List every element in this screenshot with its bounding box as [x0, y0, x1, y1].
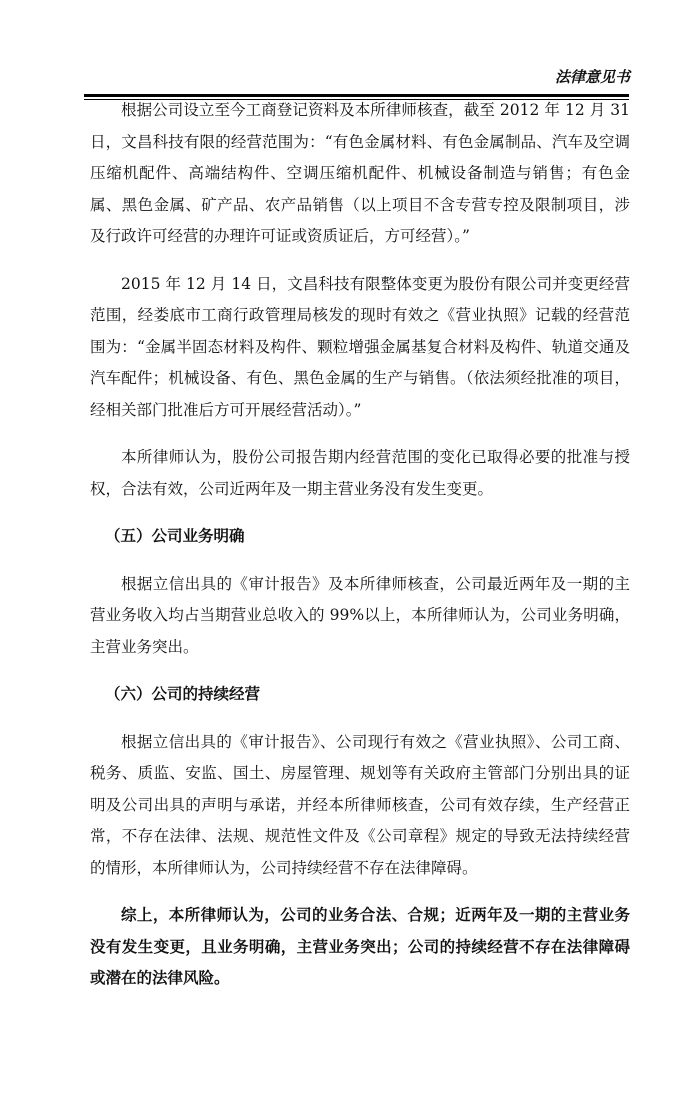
paragraph-conclusion: 综上，本所律师认为，公司的业务合法、合规；近两年及一期的主营业务没有发生变更，且业务明确，主营业务突出；公司的持续经营不存在法律障碍或潜在的法律风险。 [90, 906, 630, 987]
paragraph-scope-change-opinion: 本所律师认为，股份公司报告期内经营范围的变化已取得必要的批准与授权，合法有效，公司近两年及一期主营业务没有发生变更。 [90, 448, 630, 498]
paragraph-business-scope-2012: 根据公司设立至今工商登记资料及本所律师核查，截至 2012 年 12 月 31 日，文昌科技有限的经营范围为：“有色金属材料、有色金属制品、汽车及空调压缩机配件、高端结构件、空调压缩机配件、机械设备制造与销售；有色金属、黑色金属、矿产品、农产品销售（以上项目不含专营专控及限制项目，涉及行政许可经营的办理许可证或资质证后，方可经营）。” [90, 101, 630, 245]
paragraph-business-clarity: 根据立信出具的《审计报告》及本所律师核查，公司最近两年及一期的主营业务收入均占当期营业总收入的 99%以上，本所律师认为，公司业务明确，主营业务突出。 [90, 574, 630, 656]
paragraph-business-scope-2015: 2015 年 12 月 14 日，文昌科技有限整体变更为股份有限公司并变更经营范围，经娄底市工商行政管理局核发的现时有效之《营业执照》记载的经营范围为：“金属半固态材料及构件、颗粒增强金属基复合材料及构件、轨道交通及汽车配件；机械设备、有色、黑色金属的生产与销售。（依法须经批准的项目，经相关部门批准后方可开展经营活动）。” [90, 274, 630, 419]
section-heading-going-concern: （六）公司的持续经营 [105, 685, 261, 703]
document-body [90, 95, 630, 1011]
section-heading-business-clarity: （五）公司业务明确 [105, 527, 245, 545]
paragraph-going-concern: 根据立信出具的《审计报告》、公司现行有效之《营业执照》、公司工商、税务、质监、安监、国土、房屋管理、规划等有关政府主管部门分别出具的证明及公司出具的声明与承诺，并经本所律师核查，公司有效存续，生产经营正常，不存在法律、法规、规范性文件及《公司章程》规定的导致无法持续经营的情形，本所律师认为，公司持续经营不存在法律障碍。 [90, 732, 630, 877]
page-header-title: 法律意见书 [554, 68, 630, 86]
